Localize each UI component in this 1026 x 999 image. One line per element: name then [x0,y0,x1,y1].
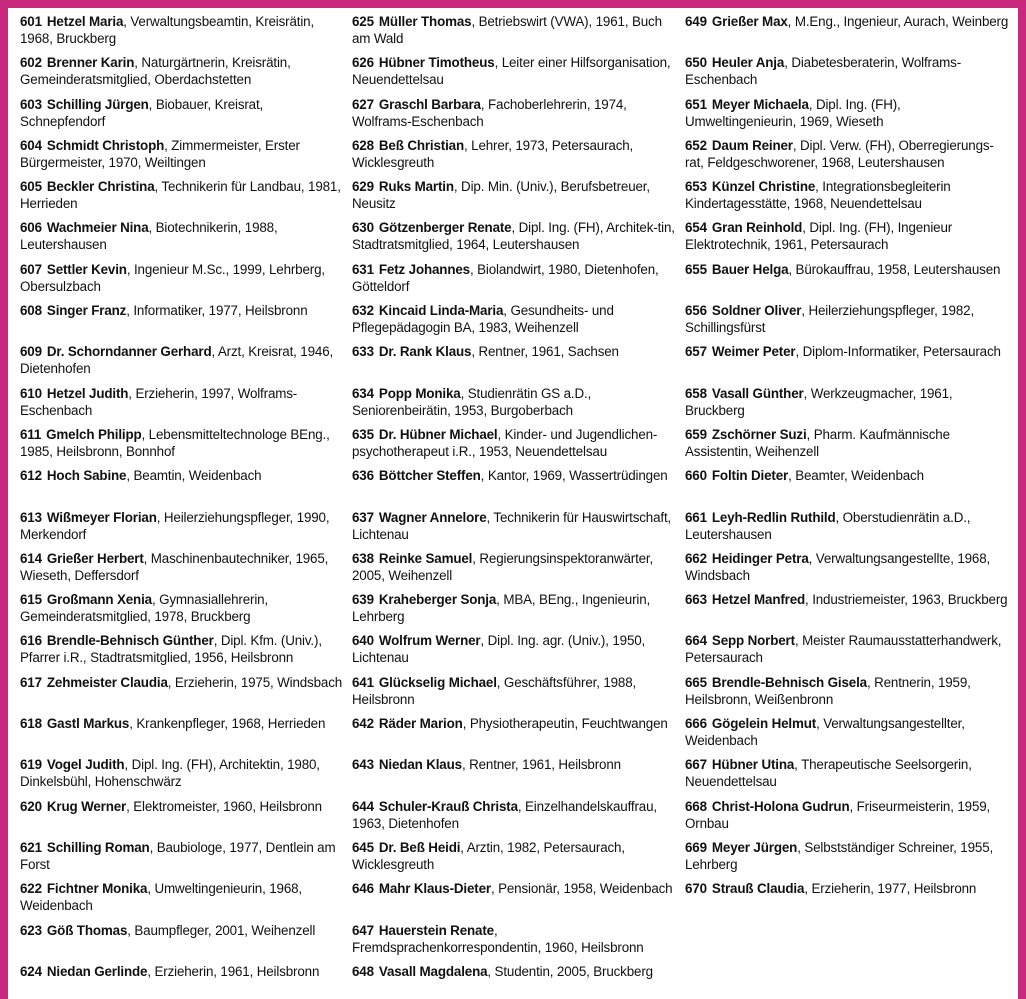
candidate-name: Schilling Roman [46,839,150,855]
candidate-entry [352,550,677,591]
candidate-entry [20,963,345,999]
candidate-entry [352,715,677,756]
candidate-details: , Dipl. Ing. (FH), Architektin, 1980, Dinkelsbühl, Hohenschwärz [20,757,320,790]
candidate-details: , Diabetesberaterin, Wolframs-Eschenbach [685,55,962,88]
candidate-name: Fichtner Monika [46,881,148,897]
candidate-details: , Dipl. Verw. (FH), Oberregierungs-rat, Feldgeschworener, 1968, Leutershausen [685,137,994,170]
candidate-details: , Industriemeister, 1963, Bruckberg [805,592,1008,608]
candidate-number: 652 [685,137,707,153]
candidate-entry [352,54,677,95]
candidate-details: , Dipl. Kfm. (Univ.), Pfarrer i.R., Stadtratsmitglied, 1956, Heilsbronn [20,633,322,666]
candidate-details: , Fachoberlehrerin, 1974, Wolframs-Eschenbach [352,96,627,129]
candidate-name: Brenner Karin [46,55,135,71]
candidate-number: 658 [685,385,707,401]
candidate-number: 619 [20,757,42,773]
candidate-details: , Physiotherapeutin, Feuchtwangen [462,716,668,732]
candidate-number: 608 [20,303,42,319]
candidate-details: , Studienrätin GS a.D., Seniorenbeirätin, 1953, Burgoberbach [352,385,592,418]
candidate-number: 641 [352,674,374,690]
candidate-name: Settler Kevin [46,261,127,277]
candidate-number: 622 [20,881,42,897]
candidate-details: , Werkzeugmacher, 1961, Bruckberg [685,385,953,418]
candidate-number: 624 [20,963,42,979]
candidate-name: Meyer Michaela [711,96,809,112]
candidate-name: Heuler Anja [711,55,785,71]
candidate-number: 669 [685,839,707,855]
candidate-name: Krug Werner [46,798,127,814]
candidate-entry [352,963,677,999]
candidate-details: , Biolandwirt, 1980, Dietenhofen, Götteldorf [352,261,659,294]
candidate-entry [685,302,1010,343]
candidate-name: Dr. Rank Klaus [378,344,472,360]
candidate-entry [20,219,345,260]
candidate-number: 646 [352,881,374,897]
candidate-column-2 [352,13,677,999]
candidate-number: 650 [685,55,707,71]
candidate-details: , Heilerziehungspfleger, 1990, Merkendorf [20,509,330,542]
candidate-number: 605 [20,179,42,195]
candidate-details: , Biotechnikerin, 1988, Leutershausen [20,220,278,253]
candidate-details: , Dipl. Ing. agr. (Univ.), 1950, Lichtenau [352,633,646,666]
candidate-name: Niedan Gerlinde [46,963,148,979]
candidate-number: 626 [352,55,374,71]
candidate-entry [685,54,1010,95]
candidate-number: 649 [685,14,707,29]
candidate-entry [685,385,1010,426]
candidate-number: 666 [685,716,707,732]
candidate-number: 628 [352,137,374,153]
candidate-details: , Elektromeister, 1960, Heilsbronn [126,798,322,814]
candidate-details: , Baubiologe, 1977, Dentlein am Forst [20,839,336,872]
candidate-number: 642 [352,716,374,732]
candidate-entry [352,756,677,797]
candidate-name: Mahr Klaus-Dieter [378,881,491,897]
candidate-entry [352,137,677,178]
candidate-entry [352,261,677,302]
candidate-number: 620 [20,798,42,814]
candidate-name: Sepp Norbert [711,633,795,649]
candidate-details: , Selbstständiger Schreiner, 1955, Lehrberg [685,839,994,872]
candidate-entry [685,219,1010,260]
candidate-number: 647 [352,922,374,938]
candidate-details: , Dipl. Ing. (FH), Ingenieur Elektrotechnik, 1961, Petersaurach [685,220,953,253]
candidate-number: 654 [685,220,707,236]
candidate-details: , Erzieherin, 1961, Heilsbronn [147,963,320,979]
candidate-number: 662 [685,550,707,566]
candidate-entry [352,343,677,384]
candidate-entry [352,632,677,673]
candidate-name: Vogel Judith [46,757,125,773]
candidate-number: 627 [352,96,374,112]
candidate-entry [20,632,345,673]
candidate-number: 621 [20,839,42,855]
candidate-entry [20,385,345,426]
candidate-details: , Technikerin für Hauswirtschaft, Lichtenau [352,509,672,542]
candidate-details: , Dipl. Ing. (FH), Umweltingenieurin, 1969, Wieseth [685,96,901,129]
candidate-number: 614 [20,550,42,566]
candidate-number: 616 [20,633,42,649]
candidate-entry [685,467,1010,508]
candidate-name: Bauer Helga [711,261,789,277]
candidate-number: 603 [20,96,42,112]
candidate-number: 612 [20,468,42,484]
candidate-entry [20,467,345,508]
candidate-number: 664 [685,633,707,649]
candidate-details: , Gesundheits- und Pflegepädagogin BA, 1983, Weihenzell [352,303,614,336]
candidate-details: , Gymnasiallehrerin, Gemeinderatsmitglied, 1978, Bruckberg [20,592,269,625]
candidate-name: Hetzel Maria [46,14,124,29]
candidate-name: Ruks Martin [378,179,454,195]
candidate-number: 667 [685,757,707,773]
candidate-number: 670 [685,881,707,897]
candidate-entry [685,839,1010,880]
candidate-details: , Rentner, 1961, Sachsen [471,344,619,360]
candidate-details: , Meister Raumausstatterhandwerk, Petersaurach [685,633,1002,666]
candidate-entry [20,426,345,467]
candidate-details: , Diplom-Informatiker, Petersaurach [795,344,1001,360]
candidate-name: Brendle-Behnisch Gisela [711,674,867,690]
candidate-name: Daum Reiner [711,137,793,153]
candidate-name: Brendle-Behnisch Günther [46,633,214,649]
candidate-entry [352,302,677,343]
candidate-entry [352,674,677,715]
candidate-name: Schmidt Christoph [46,137,165,153]
candidate-details: , Betriebswirt (VWA), 1961, Buch am Wald [352,14,662,46]
candidate-number: 645 [352,839,374,855]
candidate-number: 625 [352,14,374,29]
candidate-details: , Naturgärtnerin, Kreisrätin, Gemeinderatsmitglied, Oberdachstetten [20,55,291,88]
candidate-entry [352,96,677,137]
candidate-entry [685,591,1010,632]
candidate-details: , Pensionär, 1958, Weidenbach [490,881,673,897]
candidate-entry [352,426,677,467]
candidate-name: Götzenberger Renate [378,220,512,236]
candidate-entry [20,550,345,591]
candidate-name: Gran Reinhold [711,220,803,236]
candidate-number: 617 [20,674,42,690]
candidate-details: , Arzt, Kreisrat, 1946, Dietenhofen [20,344,334,377]
candidate-entry [20,591,345,632]
candidate-entry [352,178,677,219]
candidate-number: 660 [685,468,707,484]
candidate-name: Hoch Sabine [46,468,127,484]
candidate-details: , Fremdsprachenkorrespondentin, 1960, Heilsbronn [352,922,644,955]
candidate-name: Popp Monika [378,385,461,401]
candidate-entry [20,756,345,797]
candidate-details: , Regierungsinspektoranwärter, 2005, Weihenzell [352,550,654,583]
candidate-details: , Kantor, 1969, Wassertrüdingen [480,468,668,484]
candidate-entry [20,839,345,880]
candidate-entry [685,509,1010,550]
candidate-number: 601 [20,14,42,29]
candidate-name: Gögelein Helmut [711,716,817,732]
candidate-entry [20,96,345,137]
candidate-entry [20,54,345,95]
candidate-name: Zehmeister Claudia [46,674,168,690]
candidate-number: 635 [352,426,374,442]
candidate-details: , Heilerziehungspfleger, 1982, Schillingsfürst [685,303,975,336]
candidate-name: Dr. Hübner Michael [378,426,498,442]
candidate-name: Grießer Herbert [46,550,144,566]
candidate-number: 630 [352,220,374,236]
candidate-details: , Therapeutische Seelsorgerin, Neuendettelsau [685,757,972,790]
candidate-entry [352,839,677,880]
candidate-entry [352,880,677,921]
candidate-name: Vasall Magdalena [378,963,488,979]
candidate-entry [685,178,1010,219]
candidate-details: , Umweltingenieurin, 1968, Weidenbach [20,881,302,914]
candidate-number: 657 [685,344,707,360]
candidate-name: Dr. Schorndanner Gerhard [46,344,212,360]
candidate-entry [352,509,677,550]
candidate-details: , Kinder- und Jugendlichen-psychotherapeut i.R., 1953, Neuendettelsau [352,426,658,459]
candidate-details: , Verwaltungsangestellter, Weidenbach [685,716,965,749]
candidate-number: 640 [352,633,374,649]
candidate-details: , Baumpfleger, 2001, Weihenzell [127,922,316,938]
candidate-details: , Technikerin für Landbau, 1981, Herrieden [20,179,341,212]
candidate-name: Schilling Jürgen [46,96,149,112]
candidate-number: 648 [352,963,374,979]
candidate-details: , Erzieherin, 1975, Windsbach [167,674,343,690]
candidate-name: Fetz Johannes [378,261,470,277]
candidate-number: 602 [20,55,42,71]
candidate-details: , Pharm. Kaufmännische Assistentin, Weihenzell [685,426,950,459]
candidate-details: , M.Eng., Ingenieur, Aurach, Weinberg [787,14,1009,29]
candidate-entry [685,632,1010,673]
candidate-number: 637 [352,509,374,525]
candidate-number: 665 [685,674,707,690]
candidate-name: Hübner Utina [711,757,795,773]
candidate-name: Zschörner Suzi [711,426,807,442]
candidate-name: Glückselig Michael [378,674,497,690]
candidate-entry [685,674,1010,715]
candidate-details: , Erzieherin, 1997, Wolframs-Eschenbach [20,385,298,418]
candidate-entry [685,343,1010,384]
candidate-name: Heidinger Petra [711,550,809,566]
candidate-name: Graschl Barbara [378,96,481,112]
candidate-name: Leyh-Redlin Ruthild [711,509,836,525]
candidate-number: 615 [20,592,42,608]
candidate-name: Singer Franz [46,303,127,319]
candidate-column-3 [685,13,1010,922]
candidate-number: 656 [685,303,707,319]
candidate-number: 629 [352,179,374,195]
candidate-name: Soldner Oliver [711,303,802,319]
candidate-entry [685,96,1010,137]
candidate-number: 609 [20,344,42,360]
candidate-details: , Verwaltungsbeamtin, Kreisrätin, 1968, Bruckberg [20,14,315,46]
candidate-number: 663 [685,592,707,608]
candidate-name: Beckler Christina [46,179,155,195]
candidate-name: Gastl Markus [46,716,130,732]
candidate-name: Böttcher Steffen [378,468,481,484]
candidate-number: 651 [685,96,707,112]
candidate-details: , Erzieherin, 1977, Heilsbronn [804,881,977,897]
candidate-name: Hetzel Manfred [711,592,806,608]
candidate-details: , Integrationsbegleiterin Kindertagesstätte, 1968, Neuendettelsau [685,179,951,212]
candidate-entry [20,798,345,839]
candidate-entry [685,426,1010,467]
candidate-entry [685,550,1010,591]
candidate-number: 659 [685,426,707,442]
candidate-details: , Rentner, 1961, Heilsbronn [461,757,621,773]
candidate-number: 655 [685,261,707,277]
candidate-name: Wagner Annelore [378,509,487,525]
candidate-entry [685,261,1010,302]
candidate-details: , Zimmermeister, Erster Bürgermeister, 1970, Weiltingen [20,137,300,170]
candidate-entry [352,922,677,963]
candidate-name: Grießer Max [711,14,788,29]
candidate-name: Künzel Christine [711,179,816,195]
candidate-name: Niedan Klaus [378,757,462,773]
candidate-name: Vasall Günther [711,385,804,401]
candidate-number: 634 [352,385,374,401]
candidate-name: Räder Marion [378,716,463,732]
candidate-number: 644 [352,798,374,814]
candidate-details: , Maschinenbautechniker, 1965, Wieseth, Deffersdorf [20,550,329,583]
candidate-details: , Ingenieur M.Sc., 1999, Lehrberg, Obersulzbach [20,261,325,294]
candidate-number: 643 [352,757,374,773]
candidate-name: Foltin Dieter [711,468,789,484]
candidate-number: 623 [20,922,42,938]
candidate-details: , Arztin, 1982, Petersaurach, Wicklesgreuth [352,839,625,872]
candidate-name: Gmelch Philipp [46,426,142,442]
candidate-details: , Rentnerin, 1959, Heilsbronn, Weißenbronn [685,674,971,707]
candidate-details: , Einzelhandelskauffrau, 1963, Dietenhofen [352,798,657,831]
candidate-entry [20,509,345,550]
candidate-number: 610 [20,385,42,401]
candidate-entry [685,880,1010,921]
candidate-details: , Friseurmeisterin, 1959, Ornbau [685,798,991,831]
candidate-details: , Dip. Min. (Univ.), Berufsbetreuer, Neusitz [352,179,650,212]
candidate-details: , Verwaltungsangestellte, 1968, Windsbach [685,550,991,583]
candidate-name: Weimer Peter [711,344,796,360]
candidate-number: 661 [685,509,707,525]
candidate-entry [20,178,345,219]
candidate-entry [352,467,677,508]
candidate-entry [685,756,1010,797]
candidate-number: 639 [352,592,374,608]
candidate-details: , Leiter einer Hilfsorganisation, Neuendettelsau [352,55,671,88]
candidate-number: 632 [352,303,374,319]
candidate-number: 636 [352,468,374,484]
candidate-entry [20,13,345,54]
candidate-number: 631 [352,261,374,277]
candidate-entry [685,798,1010,839]
candidate-name: Reinke Samuel [378,550,473,566]
candidate-details: , Bürokauffrau, 1958, Leutershausen [788,261,1001,277]
candidate-entry [20,922,345,963]
candidate-entry [352,798,677,839]
candidate-details: , Beamtin, Weidenbach [126,468,262,484]
candidate-name: Wißmeyer Florian [46,509,157,525]
candidate-entry [685,715,1010,756]
candidate-number: 653 [685,179,707,195]
candidate-number: 606 [20,220,42,236]
candidate-entry [352,591,677,632]
candidate-number: 633 [352,344,374,360]
candidate-entry [20,880,345,921]
candidate-name: Kincaid Linda-Maria [378,303,504,319]
candidate-details: , Lebensmitteltechnologe BEng., 1985, Heilsbronn, Bonnhof [20,426,330,459]
candidate-entry [20,137,345,178]
candidate-entry [20,715,345,756]
candidate-name: Dr. Beß Heidi [378,839,461,855]
candidate-entry [20,674,345,715]
candidate-number: 607 [20,261,42,277]
candidate-entry [352,13,677,54]
candidate-column-1 [20,13,345,999]
candidate-name: Hetzel Judith [46,385,129,401]
candidate-number: 618 [20,716,42,732]
candidate-name: Wachmeier Nina [46,220,149,236]
candidate-details: , Lehrer, 1973, Petersaurach, Wicklesgreuth [352,137,634,170]
candidate-entry [685,13,1010,54]
candidate-details: , Studentin, 2005, Bruckberg [487,963,653,979]
candidate-name: Hübner Timotheus [378,55,495,71]
candidate-number: 638 [352,550,374,566]
candidate-details: , Dipl. Ing. (FH), Architek-tin, Stadtratsmitglied, 1964, Leutershausen [352,220,675,253]
candidate-details: , Geschäftsführer, 1988, Heilsbronn [352,674,637,707]
candidate-name: Müller Thomas [378,14,472,29]
candidate-entry [20,302,345,343]
candidate-name: Wolfrum Werner [378,633,481,649]
candidate-entry [352,385,677,426]
candidate-number: 611 [20,426,42,442]
candidate-details: , Informatiker, 1977, Heilsbronn [126,303,308,319]
candidate-name: Christ-Holona Gudrun [711,798,850,814]
candidate-number: 613 [20,509,42,525]
candidate-name: Meyer Jürgen [711,839,798,855]
candidate-name: Strauß Claudia [711,881,805,897]
candidate-number: 668 [685,798,707,814]
candidate-entry [352,219,677,260]
candidate-details: , Krankenpfleger, 1968, Herrieden [129,716,326,732]
candidate-name: Schuler-Krauß Christa [378,798,518,814]
candidate-name: Hauerstein Renate [378,922,494,938]
candidate-details: , MBA, BEng., Ingenieurin, Lehrberg [352,592,651,625]
candidate-entry [20,261,345,302]
candidate-entry [685,137,1010,178]
candidate-name: Göß Thomas [46,922,128,938]
candidate-entry [20,343,345,384]
candidate-details: , Beamter, Weidenbach [788,468,924,484]
candidate-name: Beß Christian [378,137,465,153]
candidate-list-page [8,8,1018,999]
candidate-details: , Biobauer, Kreisrat, Schnepfendorf [20,96,264,129]
candidate-name: Großmann Xenia [46,592,152,608]
candidate-details: , Oberstudienrätin a.D., Leutershausen [685,509,971,542]
candidate-name: Kraheberger Sonja [378,592,497,608]
candidate-number: 604 [20,137,42,153]
